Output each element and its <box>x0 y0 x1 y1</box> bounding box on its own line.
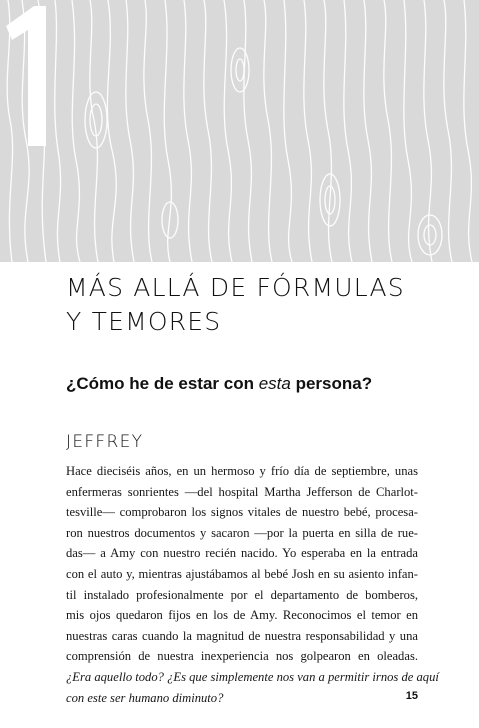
body-line: nuestras caras cuando la magnitud de nuestra responsabilidad y una <box>66 628 418 643</box>
chapter-title-line2: Y TEMORES <box>66 307 222 336</box>
chapter-subtitle <box>66 373 426 395</box>
page-number: 15 <box>405 690 418 702</box>
subtitle-before: ¿Cómo he de estar con <box>66 374 259 393</box>
body-paragraph <box>66 461 439 708</box>
body-line: tesville— comprobaron los signos vitales de nuestro bebé, procesa- <box>66 505 418 520</box>
body-line: ron nuestros documentos y sacaron —por la puerta en silla de rue- <box>66 525 418 540</box>
body-line: mis ojos quedaron fijos en los de Amy. Reconocimos el temor en <box>66 608 418 623</box>
chapter-title-line1: MÁS ALLÁ DE FÓRMULAS <box>66 273 405 302</box>
subtitle-emphasis: esta <box>258 374 291 393</box>
woodgrain-header-band <box>0 0 479 262</box>
body-line: con el auto y, mientras ajustábamos al bebé Josh en su asiento infan- <box>66 566 418 581</box>
subtitle-after: persona? <box>290 374 373 393</box>
body-line-italic: ¿Era aquello todo? ¿Es que simplemente nos van a permitir irnos de aquí <box>66 669 439 684</box>
body-line: enfermeras sonrientes —del hospital Martha Jefferson de Charlot- <box>66 484 418 499</box>
section-heading: JEFFREY <box>66 432 144 452</box>
body-line: til instalado profesionalmente por el departamento de bomberos, <box>66 587 418 602</box>
chapter-title <box>66 271 446 339</box>
body-line: das— a Amy con nuestro recién nacido. Yo esperaba en la entrada <box>66 546 418 561</box>
body-line: comprensión de nuestra inexperiencia nos golpearon en oleadas. <box>66 649 418 664</box>
body-line-italic: con este ser humano diminuto? <box>66 690 224 705</box>
woodgrain-pattern <box>0 0 479 262</box>
chapter-number-graphic <box>0 0 56 150</box>
body-line: Hace dieciséis años, en un hermoso y frío día de septiembre, unas <box>66 464 418 478</box>
